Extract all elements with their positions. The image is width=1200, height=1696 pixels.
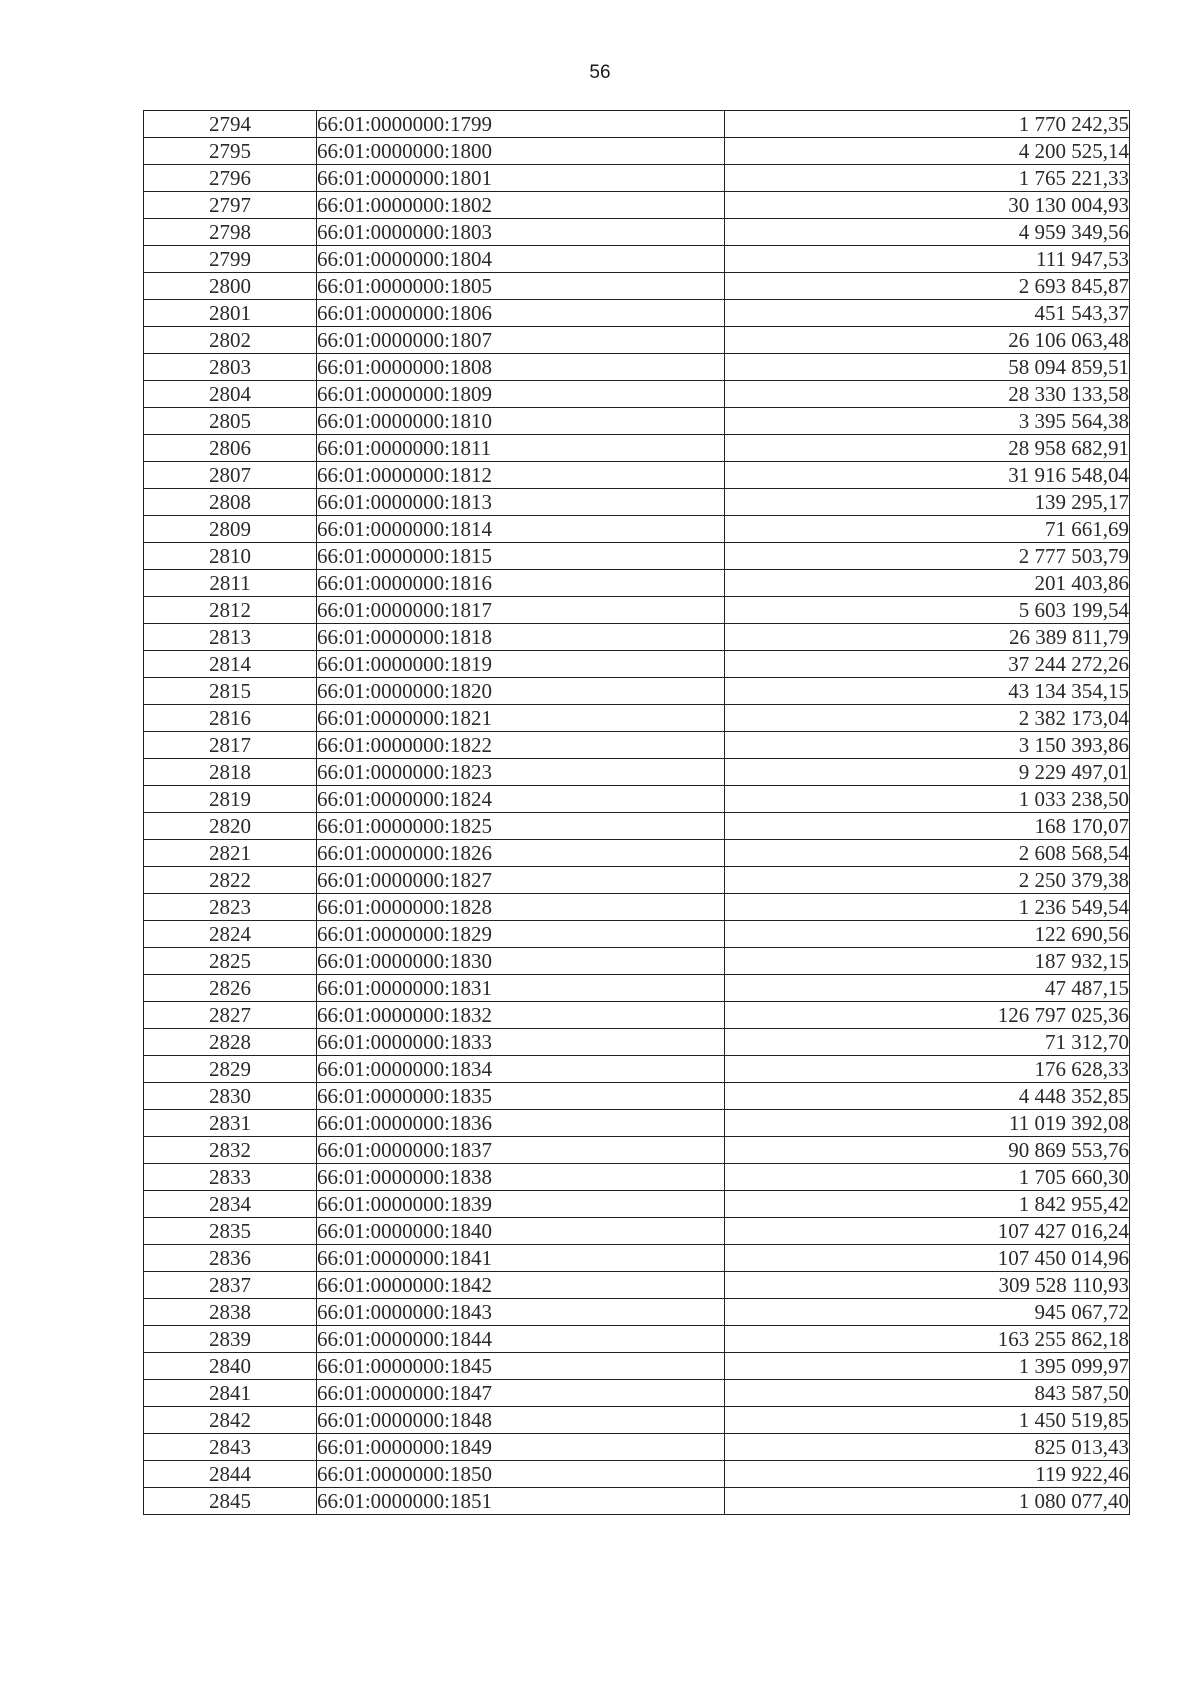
cadastral-id-cell: 66:01:0000000:1839 [317,1191,725,1218]
value-cell: 176 628,33 [725,1056,1130,1083]
cadastral-id-cell: 66:01:0000000:1819 [317,651,725,678]
table-row [144,732,1130,759]
cadastral-id-cell: 66:01:0000000:1811 [317,435,725,462]
cadastral-id-cell: 66:01:0000000:1845 [317,1353,725,1380]
value-cell: 451 543,37 [725,300,1130,327]
table-row [144,840,1130,867]
value-cell: 1 080 077,40 [725,1488,1130,1515]
cadastral-id-cell: 66:01:0000000:1825 [317,813,725,840]
table-row [144,1245,1130,1272]
table-row [144,354,1130,381]
table-row [144,1218,1130,1245]
table-row [144,273,1130,300]
table-row [144,1272,1130,1299]
table-row [144,1461,1130,1488]
row-number-cell: 2842 [144,1407,317,1434]
value-cell: 187 932,15 [725,948,1130,975]
cadastral-id-cell: 66:01:0000000:1814 [317,516,725,543]
cadastral-id-cell: 66:01:0000000:1843 [317,1299,725,1326]
value-cell: 111 947,53 [725,246,1130,273]
cadastral-id-cell: 66:01:0000000:1850 [317,1461,725,1488]
value-cell: 139 295,17 [725,489,1130,516]
cadastral-id-cell: 66:01:0000000:1844 [317,1326,725,1353]
row-number-cell: 2832 [144,1137,317,1164]
value-cell: 119 922,46 [725,1461,1130,1488]
row-number-cell: 2814 [144,651,317,678]
row-number-cell: 2795 [144,138,317,165]
cadastral-id-cell: 66:01:0000000:1815 [317,543,725,570]
cadastral-id-cell: 66:01:0000000:1828 [317,894,725,921]
cadastral-id-cell: 66:01:0000000:1848 [317,1407,725,1434]
row-number-cell: 2822 [144,867,317,894]
row-number-cell: 2806 [144,435,317,462]
row-number-cell: 2831 [144,1110,317,1137]
table-row [144,327,1130,354]
row-number-cell: 2805 [144,408,317,435]
value-cell: 168 170,07 [725,813,1130,840]
table-row [144,1191,1130,1218]
row-number-cell: 2824 [144,921,317,948]
table-row [144,597,1130,624]
value-cell: 843 587,50 [725,1380,1130,1407]
table-row [144,165,1130,192]
cadastral-id-cell: 66:01:0000000:1826 [317,840,725,867]
value-cell: 2 382 173,04 [725,705,1130,732]
row-number-cell: 2839 [144,1326,317,1353]
row-number-cell: 2808 [144,489,317,516]
row-number-cell: 2799 [144,246,317,273]
value-cell: 1 770 242,35 [725,111,1130,138]
table-row [144,111,1130,138]
value-cell: 4 959 349,56 [725,219,1130,246]
table-row [144,651,1130,678]
cadastral-id-cell: 66:01:0000000:1847 [317,1380,725,1407]
cadastral-id-cell: 66:01:0000000:1849 [317,1434,725,1461]
cadastral-id-cell: 66:01:0000000:1842 [317,1272,725,1299]
row-number-cell: 2843 [144,1434,317,1461]
cadastral-id-cell: 66:01:0000000:1808 [317,354,725,381]
row-number-cell: 2802 [144,327,317,354]
row-number-cell: 2812 [144,597,317,624]
value-cell: 31 916 548,04 [725,462,1130,489]
row-number-cell: 2797 [144,192,317,219]
row-number-cell: 2837 [144,1272,317,1299]
cadastral-id-cell: 66:01:0000000:1809 [317,381,725,408]
row-number-cell: 2830 [144,1083,317,1110]
table-row [144,300,1130,327]
value-cell: 1 236 549,54 [725,894,1130,921]
cadastral-id-cell: 66:01:0000000:1838 [317,1164,725,1191]
value-cell: 1 765 221,33 [725,165,1130,192]
cadastral-id-cell: 66:01:0000000:1824 [317,786,725,813]
cadastral-id-cell: 66:01:0000000:1816 [317,570,725,597]
table-row [144,381,1130,408]
row-number-cell: 2836 [144,1245,317,1272]
value-cell: 107 427 016,24 [725,1218,1130,1245]
cadastral-id-cell: 66:01:0000000:1812 [317,462,725,489]
cadastral-id-cell: 66:01:0000000:1803 [317,219,725,246]
value-cell: 126 797 025,36 [725,1002,1130,1029]
row-number-cell: 2801 [144,300,317,327]
value-cell: 3 395 564,38 [725,408,1130,435]
value-cell: 26 106 063,48 [725,327,1130,354]
row-number-cell: 2819 [144,786,317,813]
cadastral-id-cell: 66:01:0000000:1801 [317,165,725,192]
cadastral-id-cell: 66:01:0000000:1823 [317,759,725,786]
cadastral-id-cell: 66:01:0000000:1832 [317,1002,725,1029]
value-cell: 28 958 682,91 [725,435,1130,462]
cadastral-id-cell: 66:01:0000000:1835 [317,1083,725,1110]
cadastral-id-cell: 66:01:0000000:1841 [317,1245,725,1272]
value-cell: 71 661,69 [725,516,1130,543]
table-row [144,1407,1130,1434]
row-number-cell: 2823 [144,894,317,921]
value-cell: 309 528 110,93 [725,1272,1130,1299]
value-cell: 43 134 354,15 [725,678,1130,705]
table-row [144,138,1130,165]
row-number-cell: 2844 [144,1461,317,1488]
value-cell: 4 200 525,14 [725,138,1130,165]
row-number-cell: 2818 [144,759,317,786]
row-number-cell: 2841 [144,1380,317,1407]
row-number-cell: 2807 [144,462,317,489]
row-number-cell: 2833 [144,1164,317,1191]
row-number-cell: 2838 [144,1299,317,1326]
value-cell: 58 094 859,51 [725,354,1130,381]
value-cell: 2 250 379,38 [725,867,1130,894]
row-number-cell: 2811 [144,570,317,597]
table-row [144,1083,1130,1110]
table-row [144,246,1130,273]
table-row [144,759,1130,786]
table-row [144,867,1130,894]
row-number-cell: 2840 [144,1353,317,1380]
table-row [144,192,1130,219]
table-row [144,921,1130,948]
table-row [144,813,1130,840]
row-number-cell: 2804 [144,381,317,408]
row-number-cell: 2800 [144,273,317,300]
row-number-cell: 2809 [144,516,317,543]
table-row [144,1434,1130,1461]
cadastral-id-cell: 66:01:0000000:1831 [317,975,725,1002]
cadastral-id-cell: 66:01:0000000:1840 [317,1218,725,1245]
row-number-cell: 2816 [144,705,317,732]
table-row [144,678,1130,705]
value-cell: 2 693 845,87 [725,273,1130,300]
value-cell: 28 330 133,58 [725,381,1130,408]
cadastral-id-cell: 66:01:0000000:1802 [317,192,725,219]
value-cell: 5 603 199,54 [725,597,1130,624]
table-body [144,111,1130,1515]
table-row [144,1353,1130,1380]
table-row [144,408,1130,435]
value-cell: 37 244 272,26 [725,651,1130,678]
value-cell: 1 705 660,30 [725,1164,1130,1191]
row-number-cell: 2820 [144,813,317,840]
cadastral-id-cell: 66:01:0000000:1806 [317,300,725,327]
cadastral-id-cell: 66:01:0000000:1810 [317,408,725,435]
table-row [144,1326,1130,1353]
value-cell: 1 395 099,97 [725,1353,1130,1380]
value-cell: 2 777 503,79 [725,543,1130,570]
cadastral-id-cell: 66:01:0000000:1821 [317,705,725,732]
table-row [144,786,1130,813]
value-cell: 3 150 393,86 [725,732,1130,759]
table-row [144,219,1130,246]
value-cell: 30 130 004,93 [725,192,1130,219]
row-number-cell: 2834 [144,1191,317,1218]
cadastral-id-cell: 66:01:0000000:1829 [317,921,725,948]
row-number-cell: 2794 [144,111,317,138]
table-row [144,1056,1130,1083]
table-row [144,489,1130,516]
cadastral-id-cell: 66:01:0000000:1827 [317,867,725,894]
value-cell: 107 450 014,96 [725,1245,1130,1272]
value-cell: 122 690,56 [725,921,1130,948]
cadastral-id-cell: 66:01:0000000:1818 [317,624,725,651]
table-row [144,1137,1130,1164]
cadastral-id-cell: 66:01:0000000:1804 [317,246,725,273]
row-number-cell: 2828 [144,1029,317,1056]
cadastral-id-cell: 66:01:0000000:1799 [317,111,725,138]
cadastral-id-cell: 66:01:0000000:1837 [317,1137,725,1164]
row-number-cell: 2825 [144,948,317,975]
value-cell: 90 869 553,76 [725,1137,1130,1164]
cadastral-id-cell: 66:01:0000000:1830 [317,948,725,975]
table-row [144,1110,1130,1137]
cadastral-id-cell: 66:01:0000000:1822 [317,732,725,759]
table-row [144,948,1130,975]
table-row [144,1488,1130,1515]
value-cell: 26 389 811,79 [725,624,1130,651]
value-cell: 201 403,86 [725,570,1130,597]
table-row [144,1029,1130,1056]
row-number-cell: 2835 [144,1218,317,1245]
table-row [144,543,1130,570]
value-cell: 47 487,15 [725,975,1130,1002]
row-number-cell: 2827 [144,1002,317,1029]
cadastral-id-cell: 66:01:0000000:1805 [317,273,725,300]
row-number-cell: 2798 [144,219,317,246]
table-row [144,624,1130,651]
cadastral-id-cell: 66:01:0000000:1807 [317,327,725,354]
value-cell: 71 312,70 [725,1029,1130,1056]
row-number-cell: 2815 [144,678,317,705]
table-row [144,570,1130,597]
cadastral-id-cell: 66:01:0000000:1851 [317,1488,725,1515]
cadastral-value-table [143,110,1130,1515]
row-number-cell: 2810 [144,543,317,570]
table-row [144,705,1130,732]
row-number-cell: 2845 [144,1488,317,1515]
table-row [144,1299,1130,1326]
value-cell: 1 842 955,42 [725,1191,1130,1218]
table-row [144,435,1130,462]
cadastral-id-cell: 66:01:0000000:1813 [317,489,725,516]
table-row [144,975,1130,1002]
value-cell: 163 255 862,18 [725,1326,1130,1353]
row-number-cell: 2796 [144,165,317,192]
cadastral-id-cell: 66:01:0000000:1836 [317,1110,725,1137]
cadastral-id-cell: 66:01:0000000:1817 [317,597,725,624]
table-row [144,1380,1130,1407]
cadastral-id-cell: 66:01:0000000:1800 [317,138,725,165]
row-number-cell: 2813 [144,624,317,651]
row-number-cell: 2829 [144,1056,317,1083]
table-row [144,1164,1130,1191]
value-cell: 945 067,72 [725,1299,1130,1326]
value-cell: 4 448 352,85 [725,1083,1130,1110]
page-number: 56 [589,62,611,83]
value-cell: 2 608 568,54 [725,840,1130,867]
value-cell: 1 450 519,85 [725,1407,1130,1434]
value-cell: 825 013,43 [725,1434,1130,1461]
row-number-cell: 2826 [144,975,317,1002]
value-cell: 11 019 392,08 [725,1110,1130,1137]
table-row [144,894,1130,921]
row-number-cell: 2803 [144,354,317,381]
value-cell: 9 229 497,01 [725,759,1130,786]
table-row [144,516,1130,543]
cadastral-id-cell: 66:01:0000000:1820 [317,678,725,705]
row-number-cell: 2817 [144,732,317,759]
cadastral-id-cell: 66:01:0000000:1834 [317,1056,725,1083]
cadastral-id-cell: 66:01:0000000:1833 [317,1029,725,1056]
table-row [144,462,1130,489]
value-cell: 1 033 238,50 [725,786,1130,813]
row-number-cell: 2821 [144,840,317,867]
table-row [144,1002,1130,1029]
